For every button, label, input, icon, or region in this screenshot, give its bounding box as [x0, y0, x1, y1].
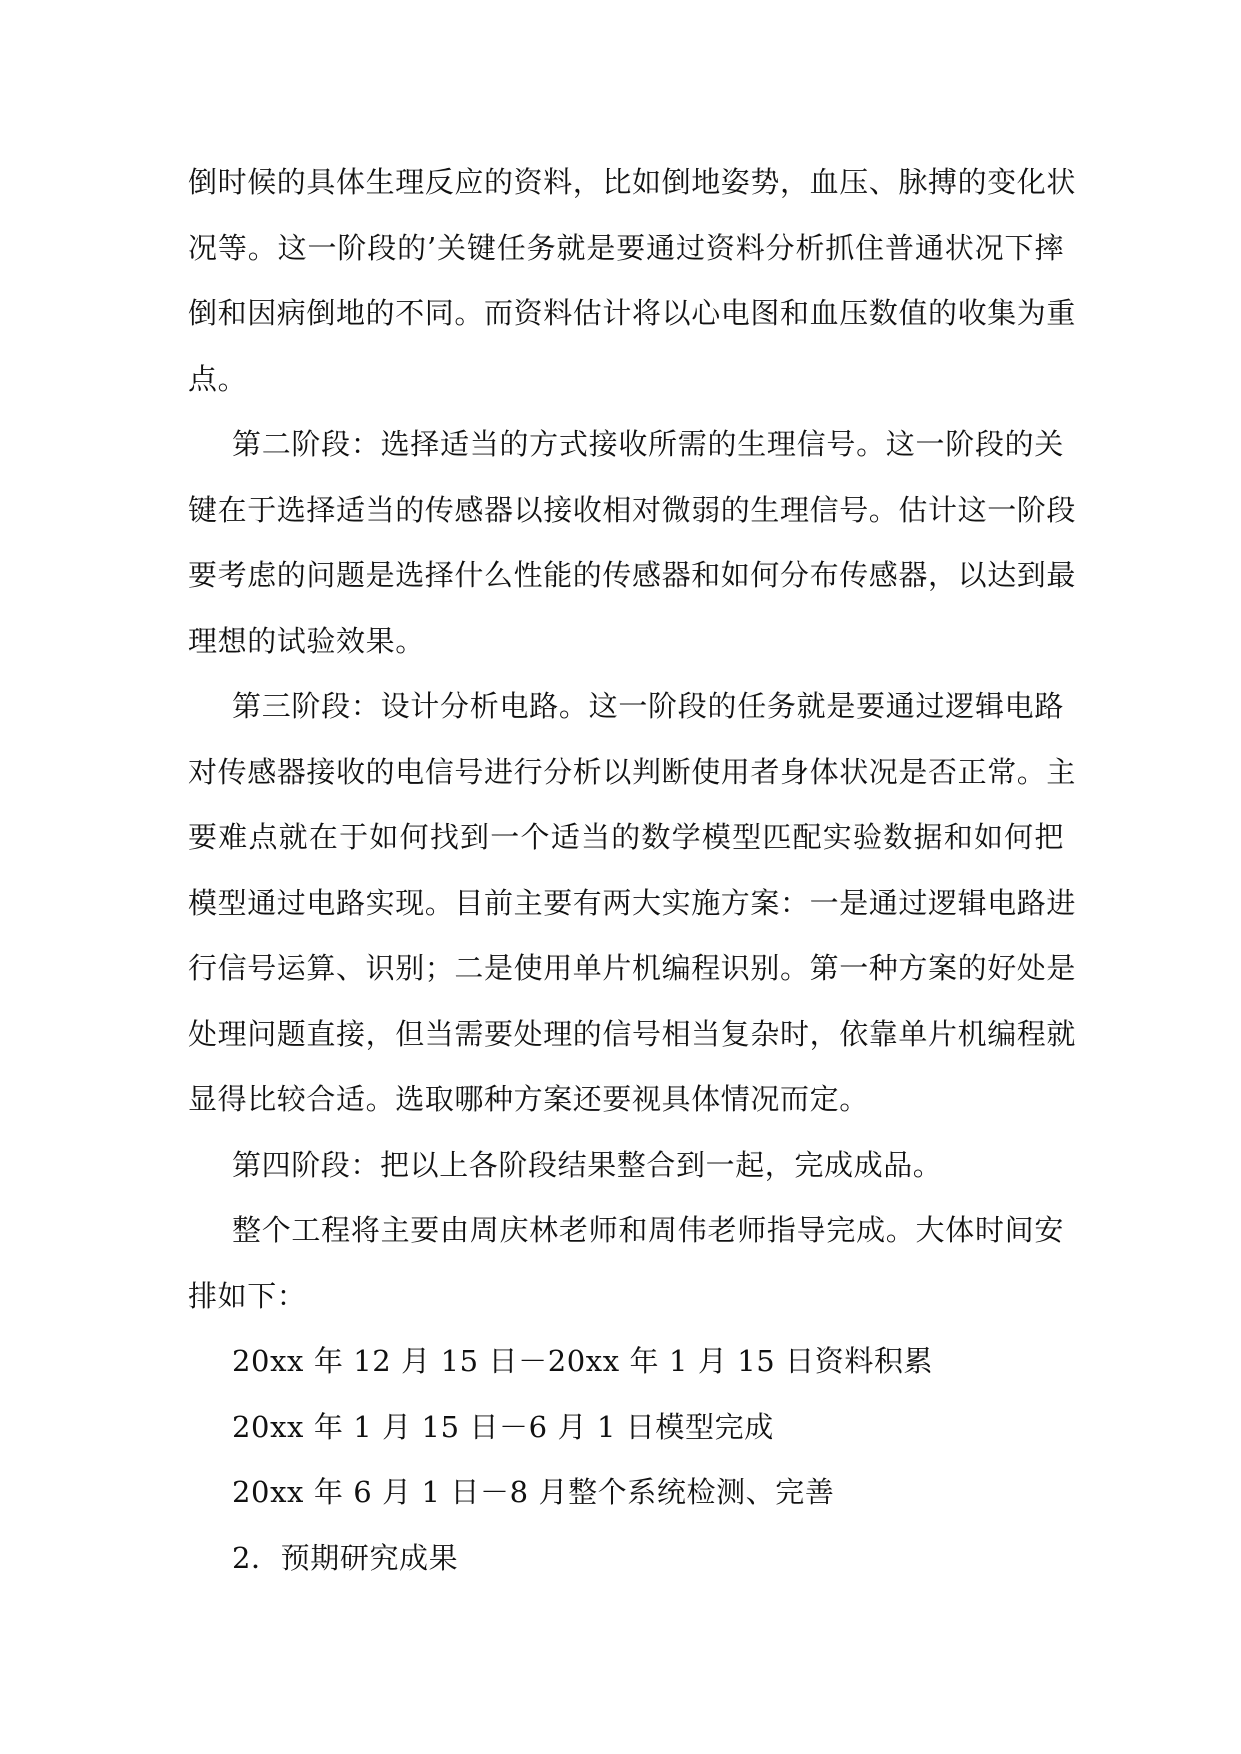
text-line: 处理问题直接，但当需要处理的信号相当复杂时，依靠单片机编程就: [188, 1016, 1077, 1051]
paragraph-stage-three: [188, 674, 1077, 1133]
paragraph-data-collection-continued: [188, 150, 1077, 412]
text-line: 第二阶段：选择适当的方式接收所需的生理信号。这一阶段的关: [232, 427, 1064, 461]
document-body: [188, 150, 1077, 1591]
text-line: 要难点就在于如何找到一个适当的数学模型匹配实验数据和如何把: [188, 820, 1064, 854]
text-line: 要考虑的问题是选择什么性能的传感器和如何分布传感器，以达到最: [188, 558, 1077, 592]
text-line: 模型通过电路实现。目前主要有两大实施方案：一是通过逻辑电路进: [188, 885, 1077, 920]
text-line: 行信号运算、识别；二是使用单片机编程识别。第一种方案的好处是: [188, 951, 1077, 985]
schedule-item-3: [188, 1460, 1064, 1526]
text-line: 对传感器接收的电信号进行分析以判断使用者身体状况是否正常。主: [188, 754, 1077, 789]
text-line: 整个工程将主要由周庆林老师和周伟老师指导完成。大体时间安: [232, 1213, 1064, 1247]
text-line: 键在于选择适当的传感器以接收相对微弱的生理信号。估计这一阶段: [188, 492, 1077, 527]
paragraph-stage-four: [188, 1133, 1064, 1199]
text-line: 点。: [188, 361, 248, 396]
text-line: 20xx 年 6 月 1 日－8 月整个系统检测、完善: [232, 1475, 835, 1509]
text-line: 2．预期研究成果: [232, 1540, 459, 1575]
paragraph-schedule-intro: [188, 1198, 1064, 1329]
text-line: 排如下：: [188, 1278, 307, 1313]
text-line: 倒时候的具体生理反应的资料，比如倒地姿势，血压、脉搏的变化状: [188, 165, 1077, 199]
schedule-item-2: [188, 1395, 1064, 1461]
text-line: 显得比较合适。选取哪种方案还要视具体情况而定。: [188, 1082, 869, 1116]
text-line: 况等。这一阶段的’关键任务就是要通过资料分析抓住普通状况下摔: [188, 230, 1064, 265]
schedule-item-1: [188, 1329, 1064, 1395]
paragraph-stage-two: [188, 412, 1077, 674]
text-line: 20xx 年 12 月 15 日－20xx 年 1 月 15 日资料积累: [232, 1344, 934, 1378]
text-line: 20xx 年 1 月 15 日－6 月 1 日模型完成: [232, 1409, 774, 1444]
text-line: 倒和因病倒地的不同。而资料估计将以心电图和血压数值的收集为重: [188, 296, 1077, 330]
text-line: 第三阶段：设计分析电路。这一阶段的任务就是要通过逻辑电路: [232, 689, 1064, 723]
text-line: 理想的试验效果。: [188, 623, 425, 658]
text-line: 第四阶段：把以上各阶段结果整合到一起，完成成品。: [232, 1147, 943, 1182]
section-heading-expected-results: [188, 1526, 1064, 1592]
